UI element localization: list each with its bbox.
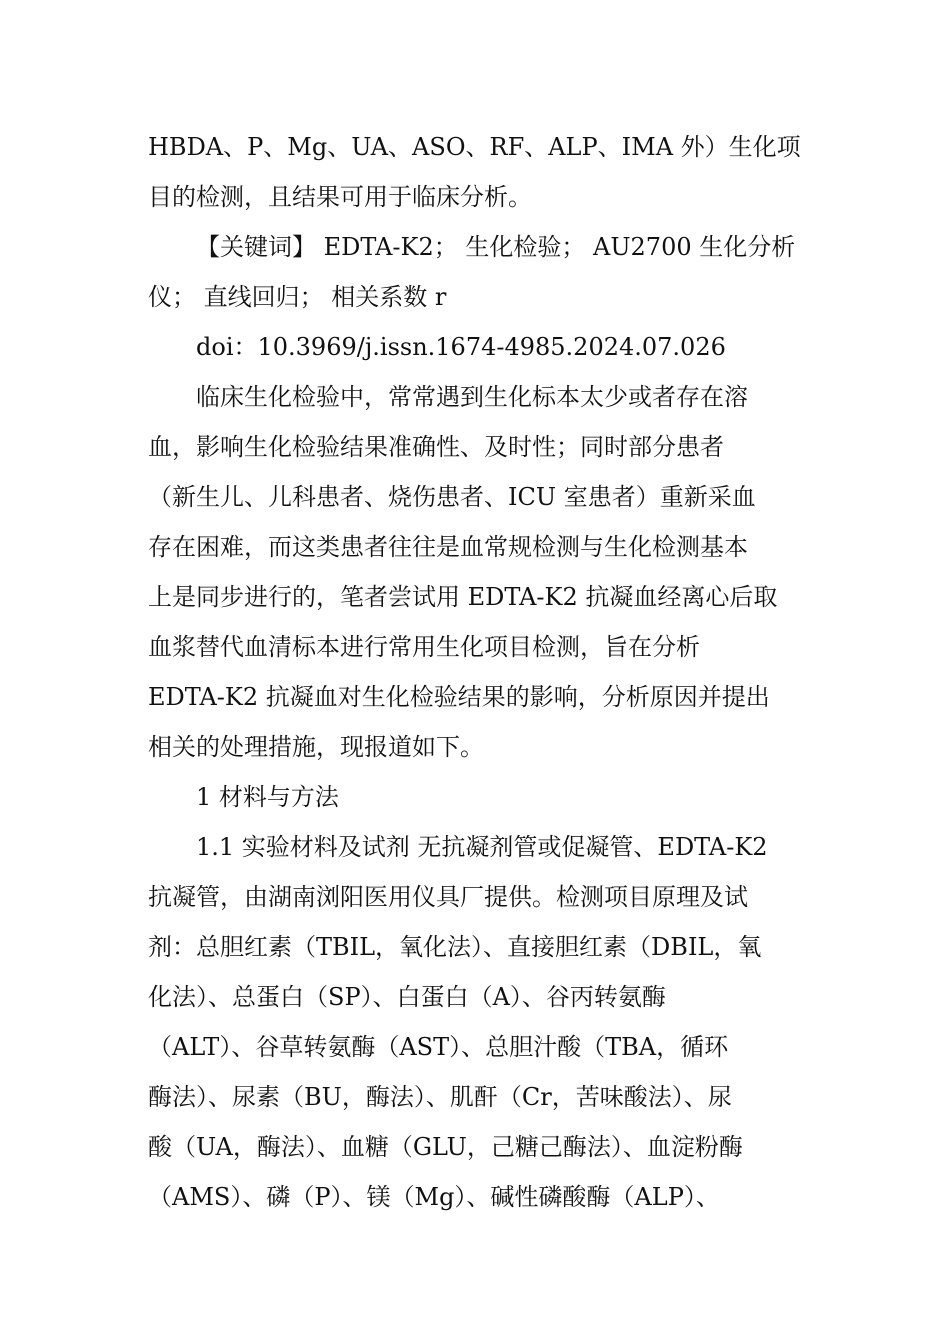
intro-line-3: （新生儿、儿科患者、烧伤患者、ICU 室患者）重新采血: [148, 483, 756, 511]
subsection-line-5: （ALT）、谷草转氨酶（AST）、总胆汁酸（TBA，循环: [148, 1033, 729, 1061]
keywords-line: 【关键词】 EDTA-K2； 生化检验； AU2700 生化分析: [196, 233, 796, 261]
intro-line-2: 血，影响生化检验结果准确性、及时性；同时部分患者: [148, 433, 724, 461]
subsection-line-7: 酸（UA，酶法）、血糖（GLU，己糖己酶法）、血淀粉酶: [148, 1133, 743, 1161]
intro-line-1: 临床生化检验中，常常遇到生化标本太少或者存在溶: [196, 383, 748, 411]
document-page: [148, 122, 804, 1222]
intro-line-8: 相关的处理措施，现报道如下。: [148, 733, 484, 761]
subsection-line-3: 剂：总胆红素（TBIL，氧化法）、直接胆红素（DBIL，氧: [148, 933, 762, 961]
doi-line: doi：10.3969/j.issn.1674-4985.2024.07.026: [196, 333, 726, 361]
keywords-line-continued: 仪； 直线回归； 相关系数 r: [148, 283, 447, 311]
subsection-line-1: 1.1 实验材料及试剂 无抗凝剂管或促凝管、EDTA-K2: [196, 833, 768, 861]
subsection-line-2: 抗凝管，由湖南浏阳医用仪具厂提供。检测项目原理及试: [148, 883, 748, 911]
intro-line-4: 存在困难，而这类患者往往是血常规检测与生化检测基本: [148, 533, 748, 561]
subsection-line-6: 酶法）、尿素（BU，酶法）、肌酐（Cr，苦味酸法）、尿: [148, 1083, 732, 1111]
intro-line-7: EDTA-K2 抗凝血对生化检验结果的影响，分析原因并提出: [148, 683, 770, 711]
text-line-1: HBDA、P、Mg、UA、ASO、RF、ALP、IMA 外）生化项: [148, 133, 801, 161]
intro-line-5: 上是同步进行的，笔者尝试用 EDTA-K2 抗凝血经离心后取: [148, 583, 778, 611]
subsection-line-4: 化法）、总蛋白（SP）、白蛋白（A）、谷丙转氨酶: [148, 983, 666, 1011]
intro-line-6: 血浆替代血清标本进行常用生化项目检测，旨在分析: [148, 633, 700, 661]
subsection-line-8: （AMS）、磷（P）、镁（Mg）、碱性磷酸酶（ALP）、: [148, 1183, 720, 1211]
section-heading: 1 材料与方法: [196, 783, 339, 811]
text-line-2: 目的检测，且结果可用于临床分析。: [148, 183, 532, 211]
